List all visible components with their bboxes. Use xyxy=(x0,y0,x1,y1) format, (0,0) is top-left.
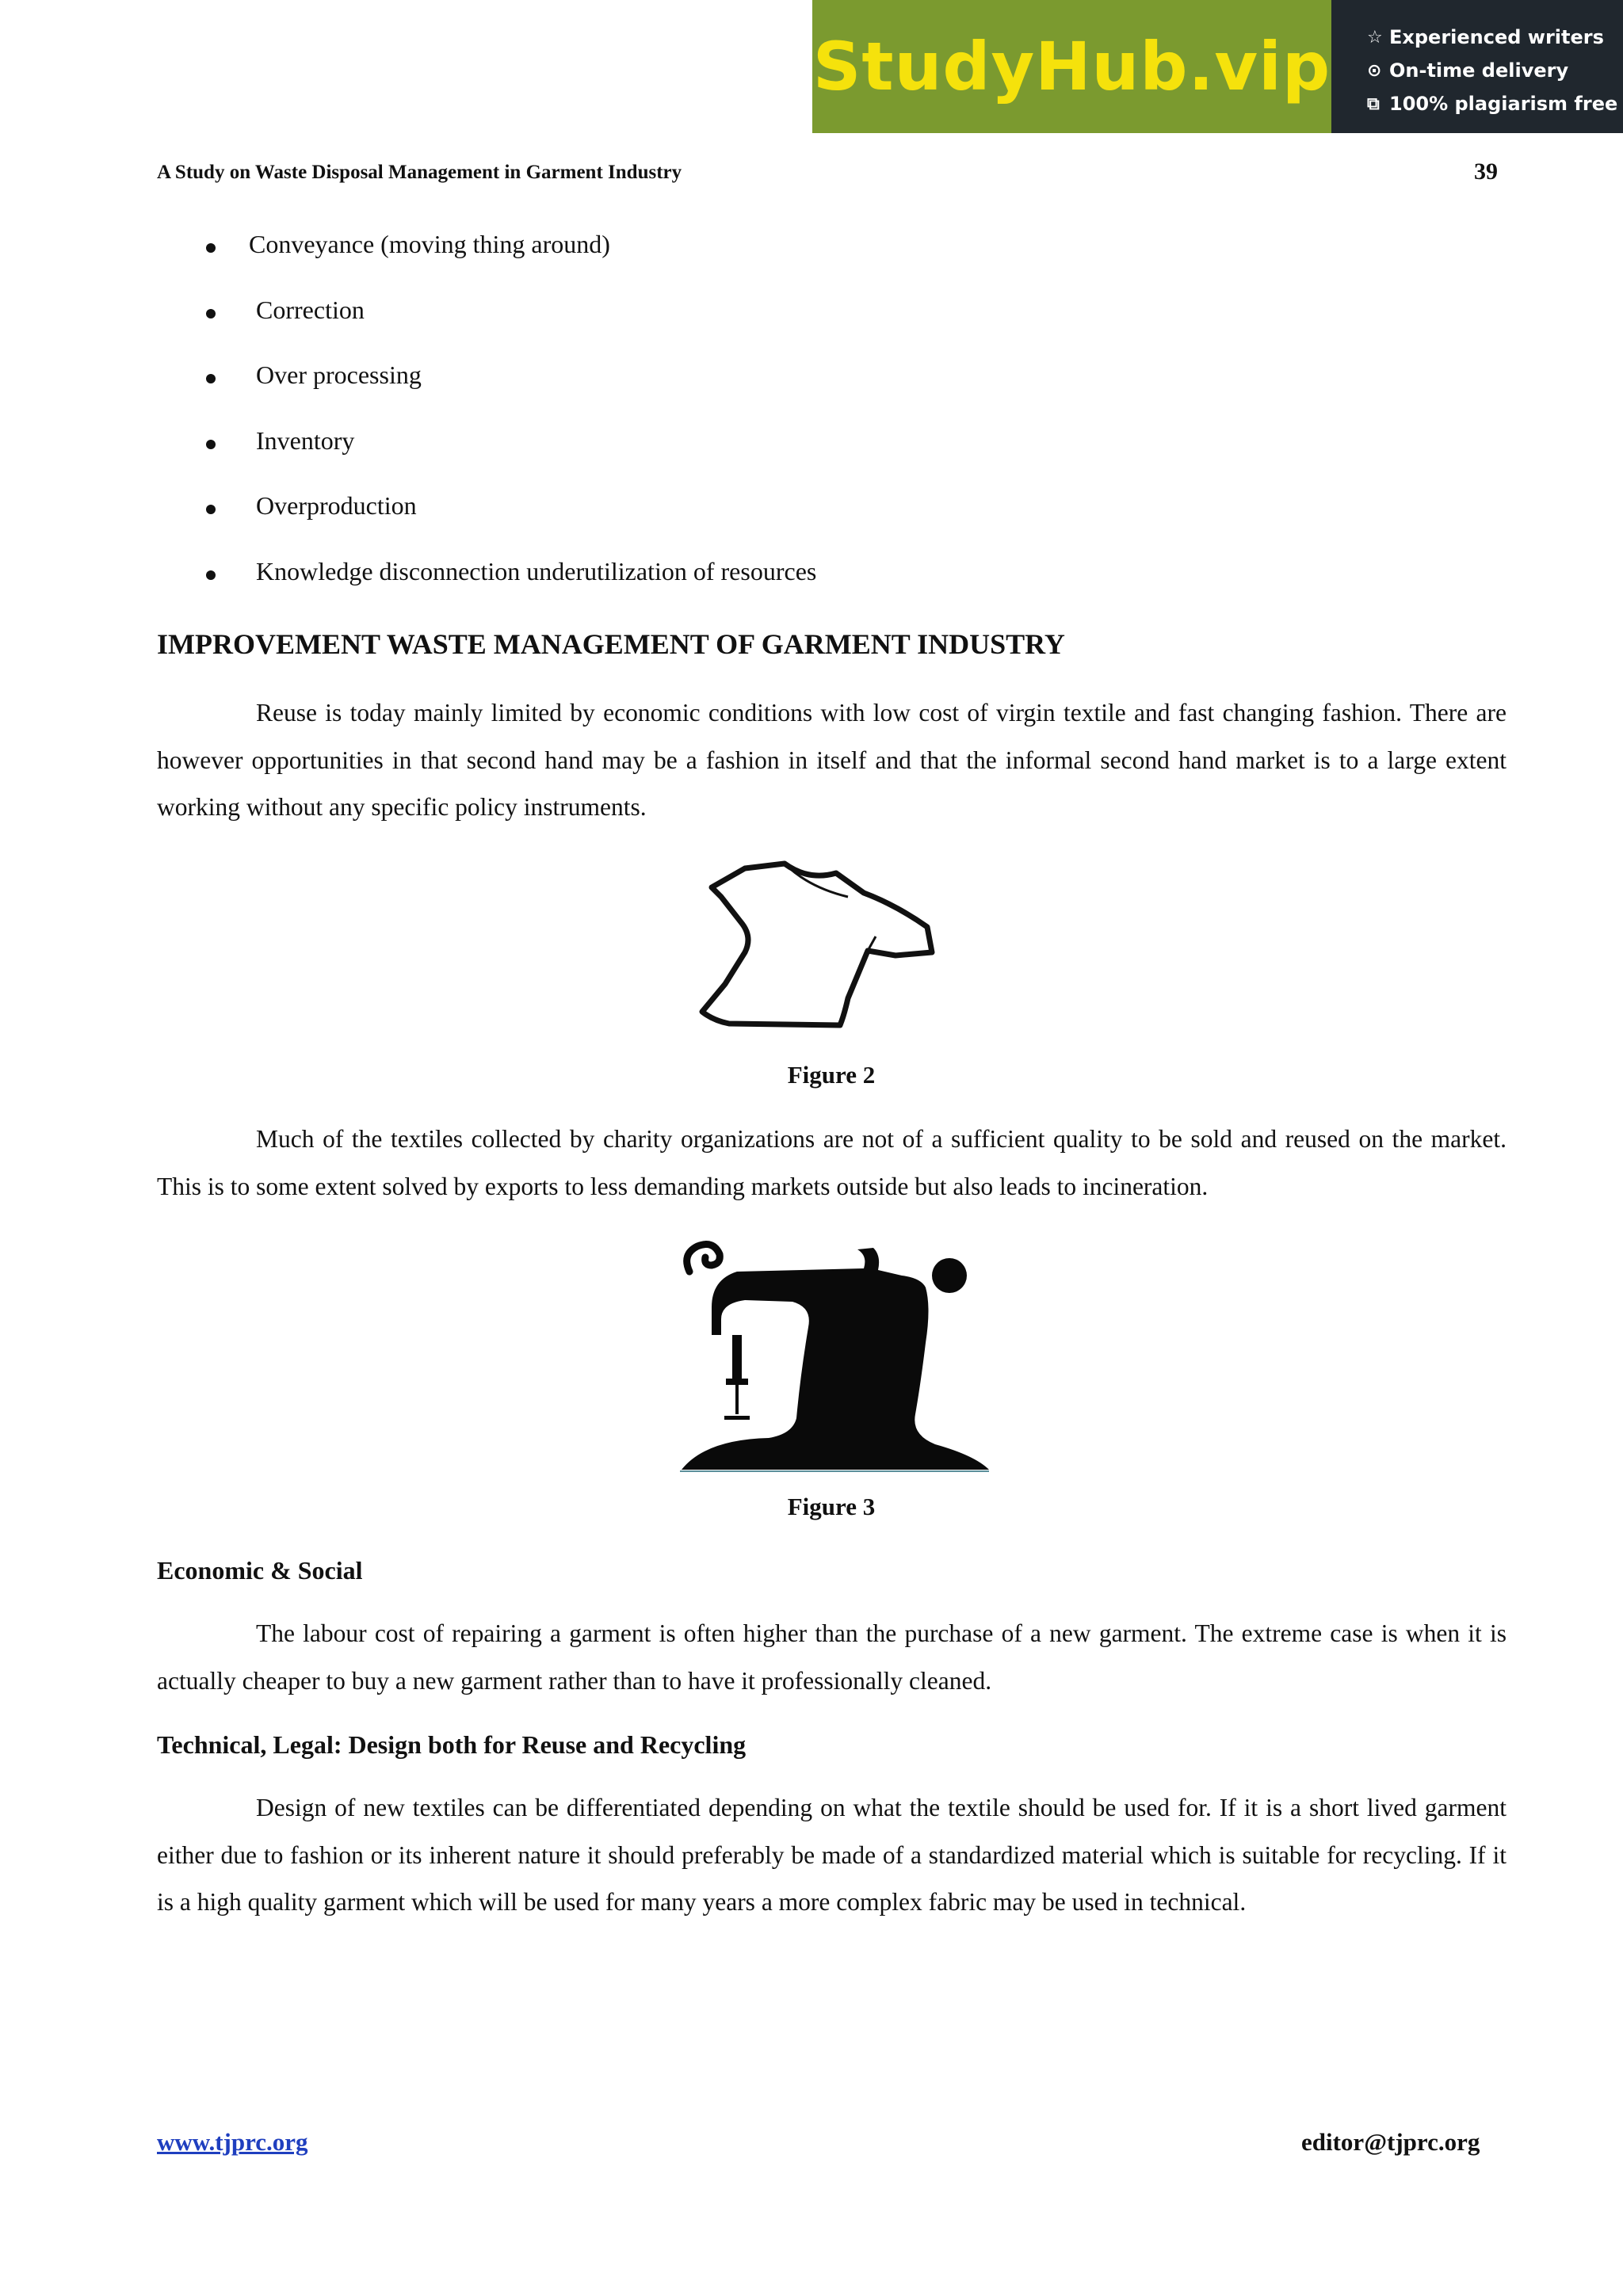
list-item: Conveyance (moving thing around) xyxy=(157,230,1504,296)
running-title: A Study on Waste Disposal Management in Garment Industry xyxy=(157,162,682,183)
feature-on-time: ⊙ On-time delivery xyxy=(1367,59,1569,82)
banner-features xyxy=(1331,0,1623,133)
list-item: Inventory xyxy=(157,426,1504,492)
page-number: 39 xyxy=(1474,158,1498,185)
bullet-icon xyxy=(157,296,256,325)
paragraph-charity: Much of the textiles collected by charity organizations are not of a sufficient quality to be sold and reused on the market. This is to some extent solved by exports to less demanding markets outside but also leads to incineration. xyxy=(157,1125,1507,1200)
section-heading-economic: Economic & Social xyxy=(157,1556,363,1585)
bullet-icon xyxy=(157,230,256,259)
list-item: Over processing xyxy=(157,360,1504,426)
paragraph-labour: The labour cost of repairing a garment is often higher than the purchase of a new garment. The extreme case is when it is actually cheaper to buy a new garment rather than to have it professionally cleaned. xyxy=(157,1619,1507,1695)
figure-2-caption: Figure 2 xyxy=(787,1061,876,1089)
feature-plagiarism: ⧉ 100% plagiarism free xyxy=(1367,93,1618,115)
footer-website-link[interactable]: www.tjprc.org xyxy=(157,2128,308,2156)
bullet-icon xyxy=(157,491,256,521)
studyhub-logo[interactable] xyxy=(812,0,1331,133)
star-icon: ☆ xyxy=(1367,27,1383,48)
section-heading-technical: Technical, Legal: Design both for Reuse and Recycling xyxy=(157,1730,747,1759)
list-item: Overproduction xyxy=(157,491,1504,557)
bullet-icon xyxy=(157,360,256,390)
section-heading-improvement: IMPROVEMENT WASTE MANAGEMENT OF GARMENT INDUSTRY xyxy=(157,628,1065,660)
logo-text: StudyHub.vip xyxy=(812,28,1331,105)
document-icon: ⧉ xyxy=(1367,93,1380,114)
paragraph-design: Design of new textiles can be differentiated depending on what the textile should be used for. If it is a short lived garment either due to fashion or its inherent nature it should preferably be made of a standardized material which is suitable for recycling. If it is a high quality garment which will be used for many years a more complex fabric may be used in technical. xyxy=(157,1794,1507,1916)
footer-email: editor@tjprc.org xyxy=(1301,2128,1480,2156)
studyhub-banner[interactable] xyxy=(812,0,1623,133)
list-item: Correction xyxy=(157,296,1504,361)
paragraph-reuse: Reuse is today mainly limited by economic conditions with low cost of virgin textile and fast changing fashion. There are however opportunities in that second hand may be a fashion in itself and that the informal second hand market is to a large extent working without any specific policy instruments. xyxy=(157,699,1507,821)
bullet-icon xyxy=(157,426,256,456)
bullet-icon xyxy=(157,557,256,586)
tshirt-illustration xyxy=(697,857,967,1039)
feature-experienced: ☆ Experienced writers xyxy=(1367,26,1604,48)
bullet-list xyxy=(157,230,1504,622)
sewing-machine-illustration xyxy=(674,1232,991,1474)
figure-3-caption: Figure 3 xyxy=(787,1493,876,1520)
list-item: Knowledge disconnection underutilization of resources xyxy=(157,557,1504,623)
clock-icon: ⊙ xyxy=(1367,60,1382,81)
